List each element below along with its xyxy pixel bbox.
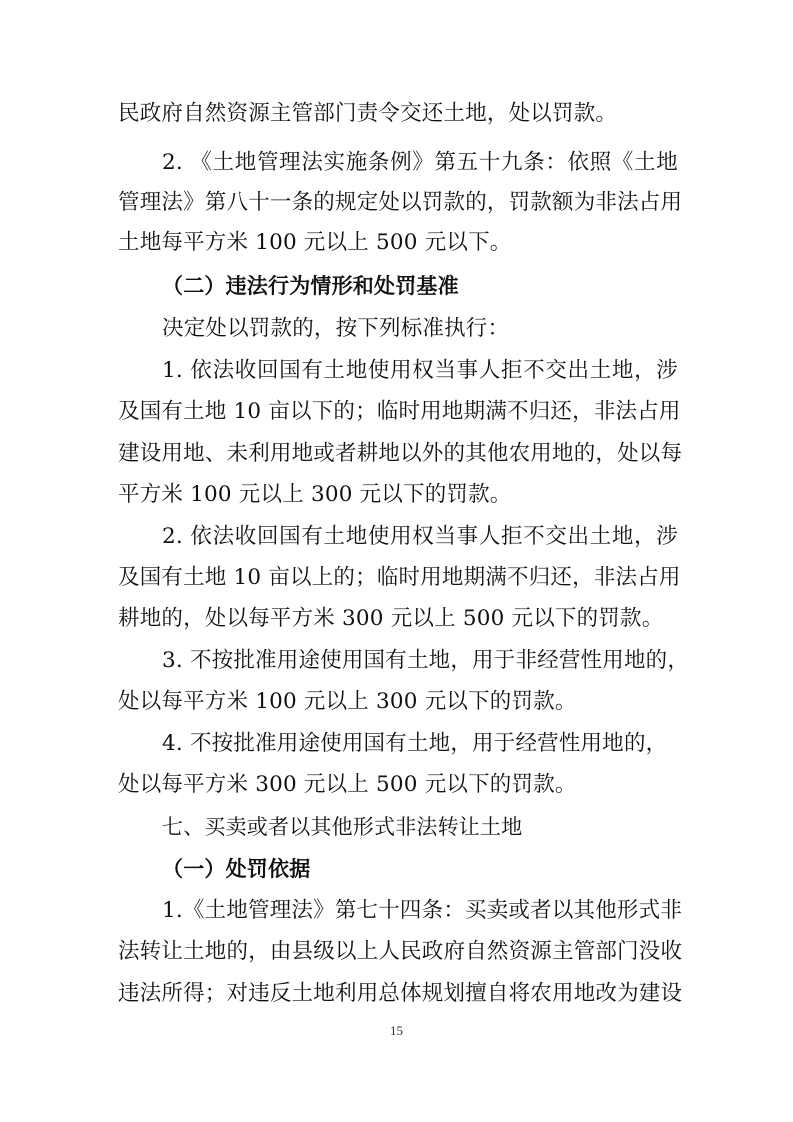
page-number: 15 (390, 1023, 403, 1038)
text-line: 4. 不按批准用途使用国有土地，用于经营性用地的， (162, 731, 668, 756)
text-line: 管理法》第八十一条的规定处以罚款的，罚款额为非法占用 (118, 190, 683, 215)
text-line: 3. 不按批准用途使用国有土地，用于非经营性用地的， (162, 648, 690, 673)
text-line: 1. 依法收回国有土地使用权当事人拒不交出土地，涉 (162, 358, 678, 383)
text-line: 违法所得；对违反土地利用总体规划擅自将农用地改为建设 (118, 981, 683, 1006)
text-line: 处以每平方米 300 元以上 500 元以下的罚款。 (118, 772, 577, 797)
text-line: 建设用地、未利用地或者耕地以外的其他农用地的，处以每 (118, 441, 683, 466)
text-line: 民政府自然资源主管部门责令交还土地，处以罚款。 (118, 101, 618, 126)
chapter-heading: 七、买卖或者以其他形式非法转让土地 (162, 815, 523, 839)
text-line: 及国有土地 10 亩以下的；临时用地期满不归还，非法占用 (118, 399, 681, 424)
text-line: 平方米 100 元以上 300 元以下的罚款。 (118, 482, 512, 507)
text-line: 处以每平方米 100 元以上 300 元以下的罚款。 (118, 689, 577, 714)
text-line: 决定处以罚款的，按下列标准执行： (162, 316, 510, 341)
section-heading: （一）处罚依据 (162, 857, 311, 881)
text-line: 2. 依法收回国有土地使用权当事人拒不交出土地，涉 (162, 524, 678, 549)
text-line: 2. 《土地管理法实施条例》第五十九条：依照《土地 (162, 150, 678, 175)
text-line: 耕地的，处以每平方米 300 元以上 500 元以下的罚款。 (118, 606, 664, 631)
text-line: 1.《土地管理法》第七十四条：买卖或者以其他形式非 (162, 898, 683, 923)
section-heading: （二）违法行为情形和处罚基准 (162, 274, 459, 298)
text-line: 土地每平方米 100 元以上 500 元以下。 (118, 230, 512, 255)
text-line: 及国有土地 10 亩以上的；临时用地期满不归还，非法占用 (118, 565, 681, 590)
text-line: 法转让土地的，由县级以上人民政府自然资源主管部门没收 (118, 939, 683, 964)
